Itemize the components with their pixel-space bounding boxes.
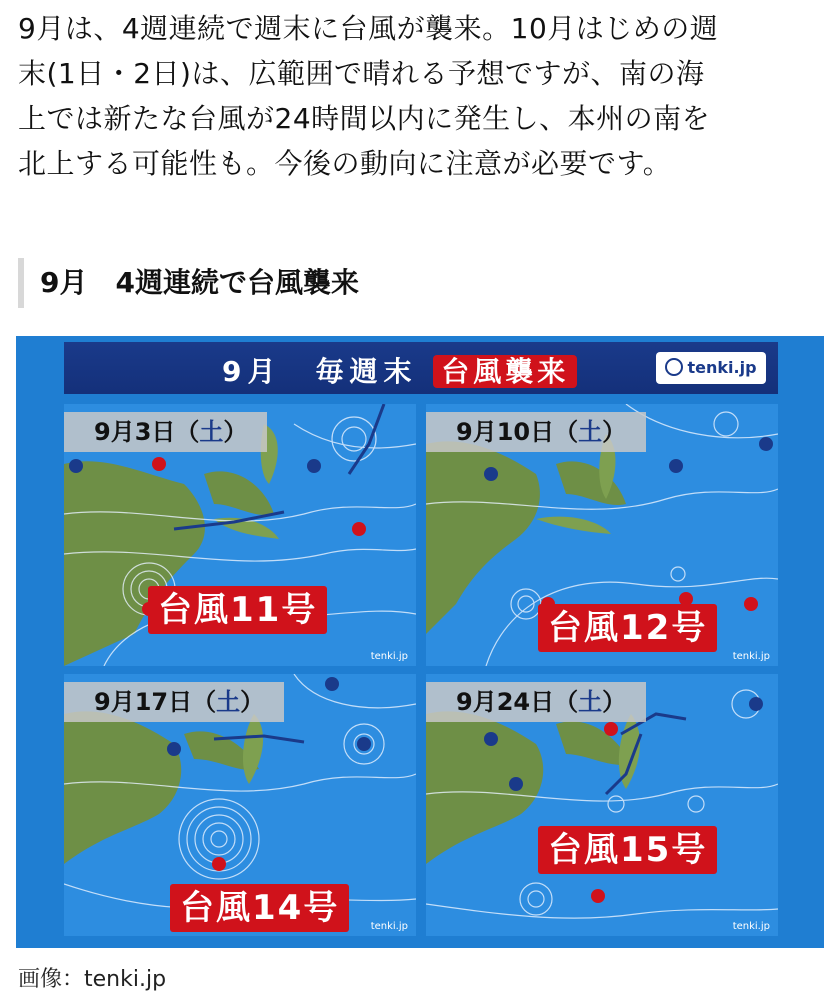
map-watermark: tenki.jp	[732, 921, 770, 932]
panel-dow: 土	[578, 418, 603, 446]
panel-date-text: 9月17日	[94, 688, 193, 716]
tenki-logo-icon	[665, 358, 683, 376]
map-watermark: tenki.jp	[370, 921, 408, 932]
tenki-logo-text: tenki.jp	[687, 358, 757, 377]
panel-date: 9月10日（土）	[426, 412, 646, 452]
panel-date: 9月24日（土）	[426, 682, 646, 722]
tenki-logo	[656, 352, 766, 384]
article-paragraph	[18, 6, 824, 186]
typhoon-label: 台風15号	[538, 826, 717, 874]
typhoon-label: 台風11号	[148, 586, 327, 634]
map-watermark: tenki.jp	[370, 651, 408, 662]
panel-date-text: 9月24日	[456, 688, 555, 716]
article-line: 北上する可能性も。今後の動向に注意が必要です。	[18, 147, 672, 180]
article-line: 9月は、4週連続で週末に台風が襲来。10月はじめの週	[18, 12, 719, 45]
title-month: 9月	[222, 355, 282, 388]
map-panel	[64, 404, 416, 666]
map-panel	[64, 674, 416, 936]
map-watermark: tenki.jp	[732, 651, 770, 662]
panel-date: 9月17日（土）	[64, 682, 284, 722]
panel-dow: 土	[578, 688, 603, 716]
figure-title-bar	[64, 342, 778, 394]
panel-date-text: 9月10日	[456, 418, 555, 446]
weather-map-figure[interactable]	[16, 336, 824, 948]
map-panel	[426, 404, 778, 666]
panel-dow: 土	[216, 688, 241, 716]
title-week: 毎週末	[315, 355, 418, 388]
typhoon-label: 台風12号	[538, 604, 717, 652]
title-highlight: 台風襲来	[433, 355, 577, 388]
section-heading: 9月 4週連続で台風襲来	[18, 258, 359, 308]
panel-date: 9月3日（土）	[64, 412, 267, 452]
figure-inner	[64, 342, 778, 942]
panel-date-text: 9月3日	[94, 418, 176, 446]
article-line: 末(1日・2日)は、広範囲で晴れる予想ですが、南の海	[18, 57, 705, 90]
panel-dow: 土	[199, 418, 224, 446]
map-panel	[426, 674, 778, 936]
figure-title	[222, 350, 577, 390]
typhoon-label: 台風14号	[170, 884, 349, 932]
image-caption: 画像：tenki.jp	[18, 967, 167, 992]
article-line: 上では新たな台風が24時間以内に発生し、本州の南を	[18, 102, 711, 135]
